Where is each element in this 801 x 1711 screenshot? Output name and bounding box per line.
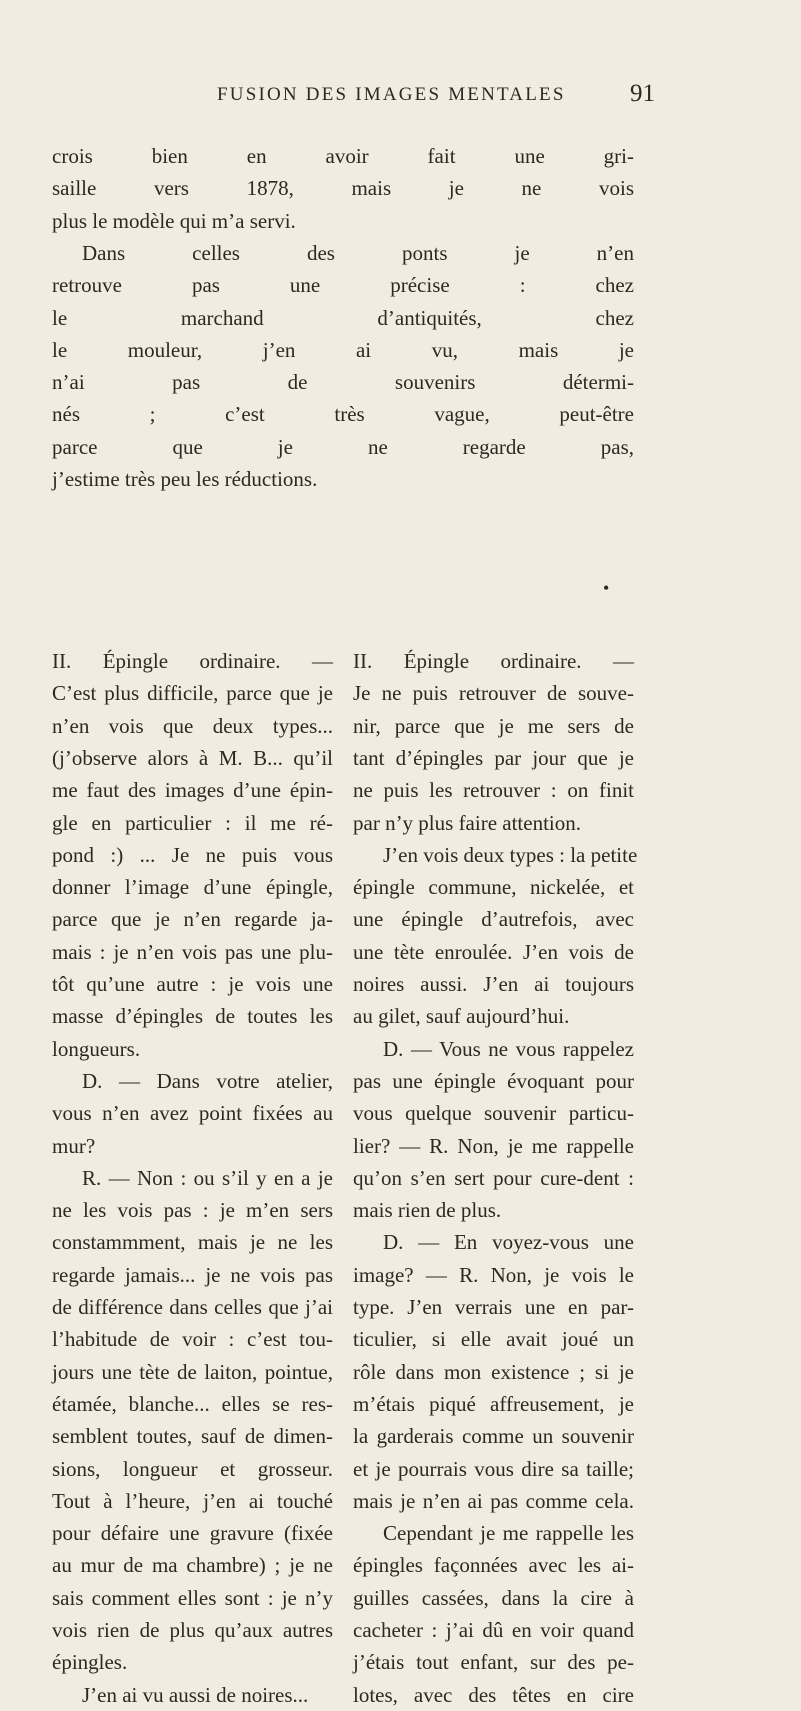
right-column-line: m’étais piqué affreusement, je (353, 1391, 634, 1416)
right-column-line: qu’on s’en sert pour cure-dent : (353, 1165, 634, 1190)
left-column-line: sions, longueur et grosseur. (52, 1456, 333, 1481)
right-column-line: D. — Vous ne vous rappelez (383, 1036, 634, 1061)
right-column-line: type. J’en verrais une en par- (353, 1295, 634, 1319)
right-column-line: J’en vois deux types : la petite (383, 842, 638, 867)
right-column-line: pas une épingle évoquant pour (353, 1068, 634, 1093)
running-head (0, 80, 801, 120)
left-column-line: vous n’en avez point fixées au (52, 1101, 333, 1126)
left-column-line: J’en ai vu aussi de noires... (82, 1682, 309, 1707)
right-column-line: et je pourrais vous dire sa taille; (353, 1456, 634, 1481)
text-line: retrouve pas une précise : chez (52, 273, 634, 298)
right-column-line: mais rien de plus. (353, 1198, 502, 1223)
right-column-line: épingle commune, nickelée, et (353, 875, 634, 900)
right-column-line: rôle dans mon existence ; si je (353, 1359, 634, 1384)
left-column-line: semblent toutes, sauf de dimen- (52, 1424, 333, 1449)
left-column-line: l’habitude de voir : c’est tou- (52, 1327, 333, 1352)
right-column-line: au gilet, sauf aujourd’hui. (353, 1004, 570, 1029)
left-column-line: Tout à l’heure, j’en ai touché (52, 1488, 333, 1513)
left-column-line: regarde jamais... je ne vois pas (52, 1262, 333, 1287)
right-column-line: tant d’épingles par jour que je (353, 745, 634, 770)
right-column-line: image? — R. Non, je vois le (353, 1262, 634, 1287)
text-line: j’estime très peu les réductions. (52, 467, 318, 491)
page-number: 91 (630, 80, 655, 107)
text-line: le mouleur, j’en ai vu, mais je (52, 337, 634, 362)
right-column-line: j’étais tout enfant, sur des pe- (353, 1650, 634, 1675)
left-column-line: pour défaire une gravure (fixée (52, 1521, 333, 1546)
left-column-line: de différence dans celles que j’ai (52, 1295, 333, 1319)
left-column-line: longueurs. (52, 1036, 141, 1061)
text-line: plus le modèle qui m’a servi. (52, 208, 296, 233)
text-line: n’ai pas de souvenirs détermi- (52, 370, 634, 395)
text-line: parce que je ne regarde pas, (52, 434, 634, 459)
left-column-line: étamée, blanche... elles se res- (52, 1391, 333, 1416)
left-column-line: vois rien de plus qu’aux autres (52, 1618, 333, 1642)
left-column-line: au mur de ma chambre) ; je ne (52, 1553, 333, 1578)
right-column-line: par n’y plus faire attention. (353, 810, 582, 835)
left-column-line: n’en vois que deux types... (52, 713, 333, 738)
left-column-line: gle en particulier : il me ré- (52, 810, 333, 835)
left-column-line: R. — Non : ou s’il y en a je (82, 1165, 333, 1190)
right-column-line: cacheter : j’ai dû en voir quand (353, 1618, 634, 1642)
right-column-line: la garderais comme un souvenir (353, 1424, 634, 1449)
right-column-line: vous quelque souvenir particu- (353, 1101, 634, 1126)
left-column-line: masse d’épingles de toutes les (52, 1004, 333, 1029)
text-line: saille vers 1878, mais je ne vois (52, 176, 634, 201)
right-column-line: D. — En voyez-vous une (383, 1230, 634, 1255)
right-column-line: mais je n’en ai pas comme cela. (353, 1488, 634, 1513)
left-column-line: constammment, mais je ne les (52, 1230, 333, 1255)
left-column-line: parce que je n’en regarde ja- (52, 907, 333, 932)
right-column-line: une tète enroulée. J’en vois de (353, 939, 634, 964)
left-column-line: épingles. (52, 1650, 128, 1675)
right-column-line: guilles cassées, dans la cire à (353, 1585, 634, 1610)
right-column-line: lotes, avec des têtes en cire (353, 1682, 634, 1707)
left-column-line: pond :) ... Je ne puis vous (52, 842, 333, 867)
left-column-line: mur? (52, 1133, 96, 1158)
left-column-line: (j’observe alors à M. B... qu’il (52, 745, 333, 770)
left-column-line: D. — Dans votre atelier, (82, 1068, 333, 1093)
right-column-line: nir, parce que je me sers de (353, 713, 634, 738)
left-column-line: donner l’image d’une épingle, (52, 875, 333, 900)
left-column-line: me faut des images d’une épin- (52, 778, 333, 803)
stray-mark: • (603, 578, 610, 598)
right-column-line: ne puis les retrouver : on finit (353, 778, 634, 803)
right-column-line: lier? — R. Non, je me rappelle (353, 1133, 634, 1158)
left-column-line: ne les vois pas : je m’en sers (52, 1198, 333, 1223)
text-line: Dans celles des ponts je n’en (82, 240, 634, 265)
running-head-title: FUSION DES IMAGES MENTALES (217, 84, 566, 105)
left-column-line: II. Épingle ordinaire. — (52, 649, 333, 673)
right-column-line: épingles façonnées avec les ai- (353, 1553, 634, 1578)
right-column-line: une épingle d’autrefois, avec (353, 907, 634, 932)
text-line: nés ; c’est très vague, peut-être (52, 402, 634, 427)
text-line: crois bien en avoir fait une gri- (52, 144, 634, 168)
left-column-line: sais comment elles sont : je n’y (52, 1585, 333, 1610)
left-column-line: mais : je n’en vois pas une plu- (52, 939, 333, 964)
right-column-line: Cependant je me rappelle les (383, 1521, 634, 1546)
left-column-line: jours une tète de laiton, pointue, (52, 1359, 333, 1384)
right-column-line: Je ne puis retrouver de souve- (353, 681, 634, 706)
text-line: le marchand d’antiquités, chez (52, 305, 634, 330)
right-column-line: ticulier, si elle avait joué un (353, 1327, 634, 1352)
left-column-line: tôt qu’une autre : je vois une (52, 972, 333, 996)
right-column-line: noires aussi. J’en ai toujours (353, 972, 634, 996)
right-column-line: II. Épingle ordinaire. — (353, 649, 634, 673)
left-column-line: C’est plus difficile, parce que je (52, 681, 333, 706)
